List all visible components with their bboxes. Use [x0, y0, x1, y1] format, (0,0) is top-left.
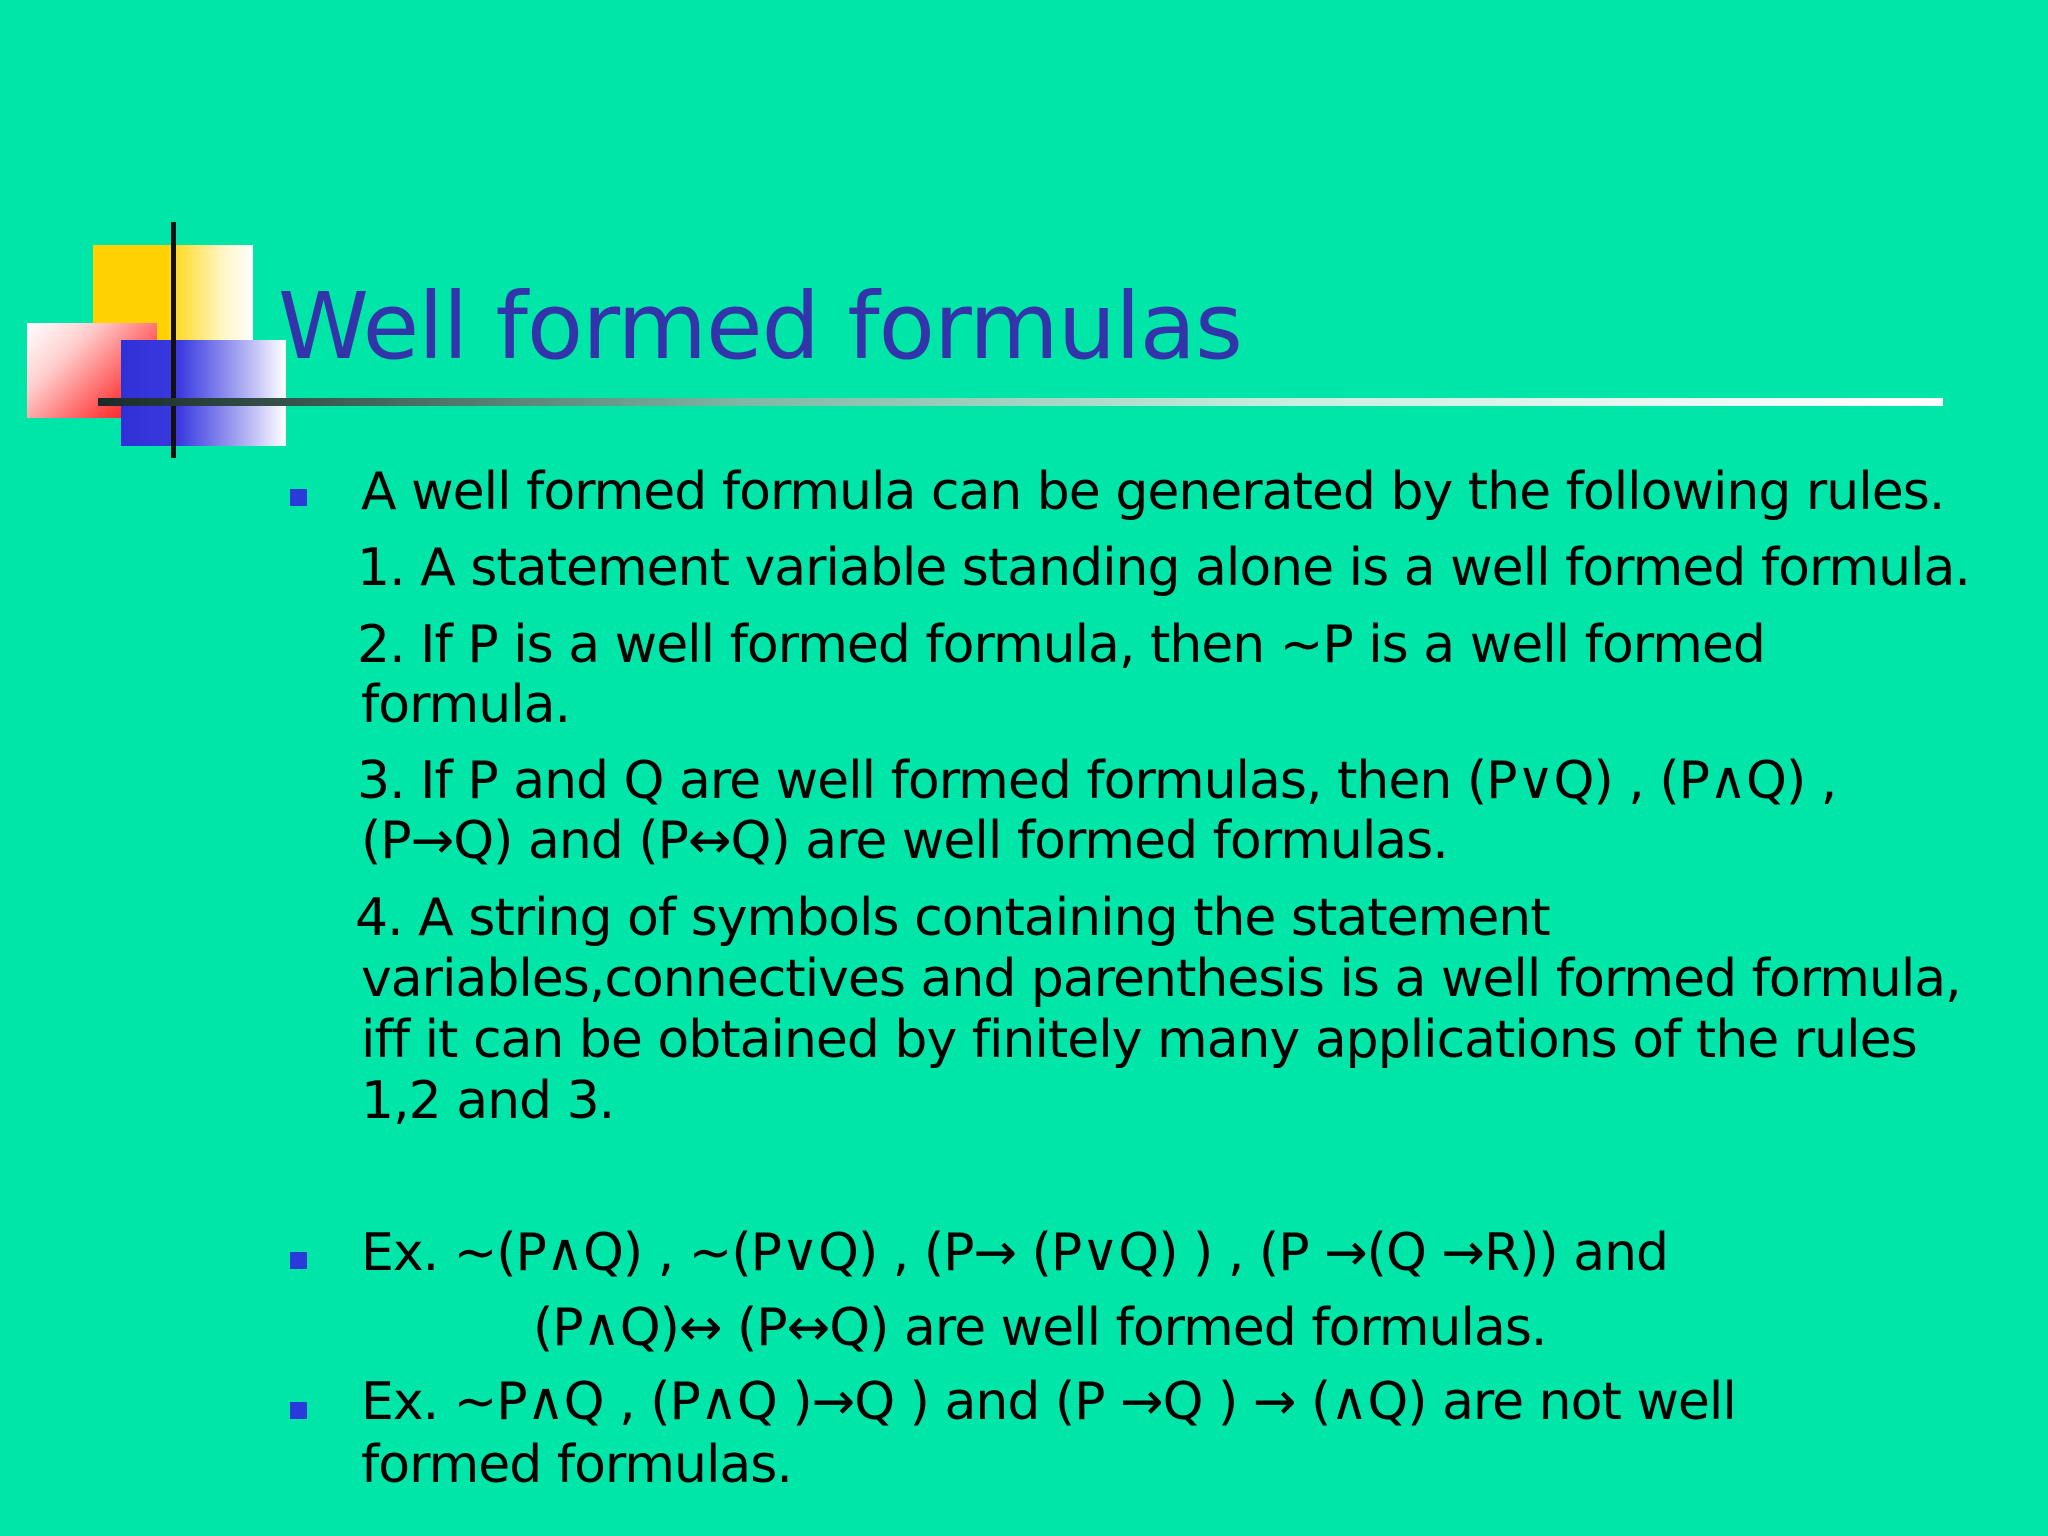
example-2-line-2: formed formulas. [361, 1435, 792, 1495]
slide-title: Well formed formulas [278, 273, 1242, 380]
rule-1-line-1: 1. A statement variable standing alone is a well formed formula. [357, 538, 1970, 598]
rule-3-line-1: 3. If P and Q are well formed formulas, then (P∨Q) , (P∧Q) , [357, 751, 1837, 811]
example-1-line-1: Ex. ~(P∧Q) , ~(P∨Q) , (P→ (P∨Q) ) , (P →(Q →R)) and [361, 1223, 1669, 1283]
rule-2-line-1: 2. If P is a well formed formula, then ~P is a well formed [357, 615, 1765, 675]
example-1-line-2: (P∧Q)↔ (P↔Q) are well formed formulas. [533, 1298, 1547, 1358]
rule-4-line-4: 1,2 and 3. [361, 1071, 615, 1131]
intro-text: A well formed formula can be generated by the following rules. [361, 462, 1945, 522]
bullet-square-icon [290, 489, 307, 506]
logo-vertical-line [171, 222, 176, 458]
rule-4-line-3: iff it can be obtained by finitely many applications of the rules [361, 1010, 1917, 1070]
bullet-square-icon [290, 1402, 307, 1419]
rule-2-line-2: formula. [361, 675, 571, 735]
rule-3-line-2: (P→Q) and (P↔Q) are well formed formulas. [361, 811, 1448, 871]
rule-4-line-1: 4. A string of symbols containing the statement [355, 888, 1550, 948]
title-underline [98, 398, 1943, 406]
bullet-square-icon [290, 1252, 307, 1269]
rule-4-line-2: variables,connectives and parenthesis is a well formed formula, [361, 949, 1961, 1009]
example-2-line-1: Ex. ~P∧Q , (P∧Q )→Q ) and (P →Q ) → (∧Q) are not well [361, 1372, 1736, 1432]
logo-blue-square [121, 340, 286, 446]
